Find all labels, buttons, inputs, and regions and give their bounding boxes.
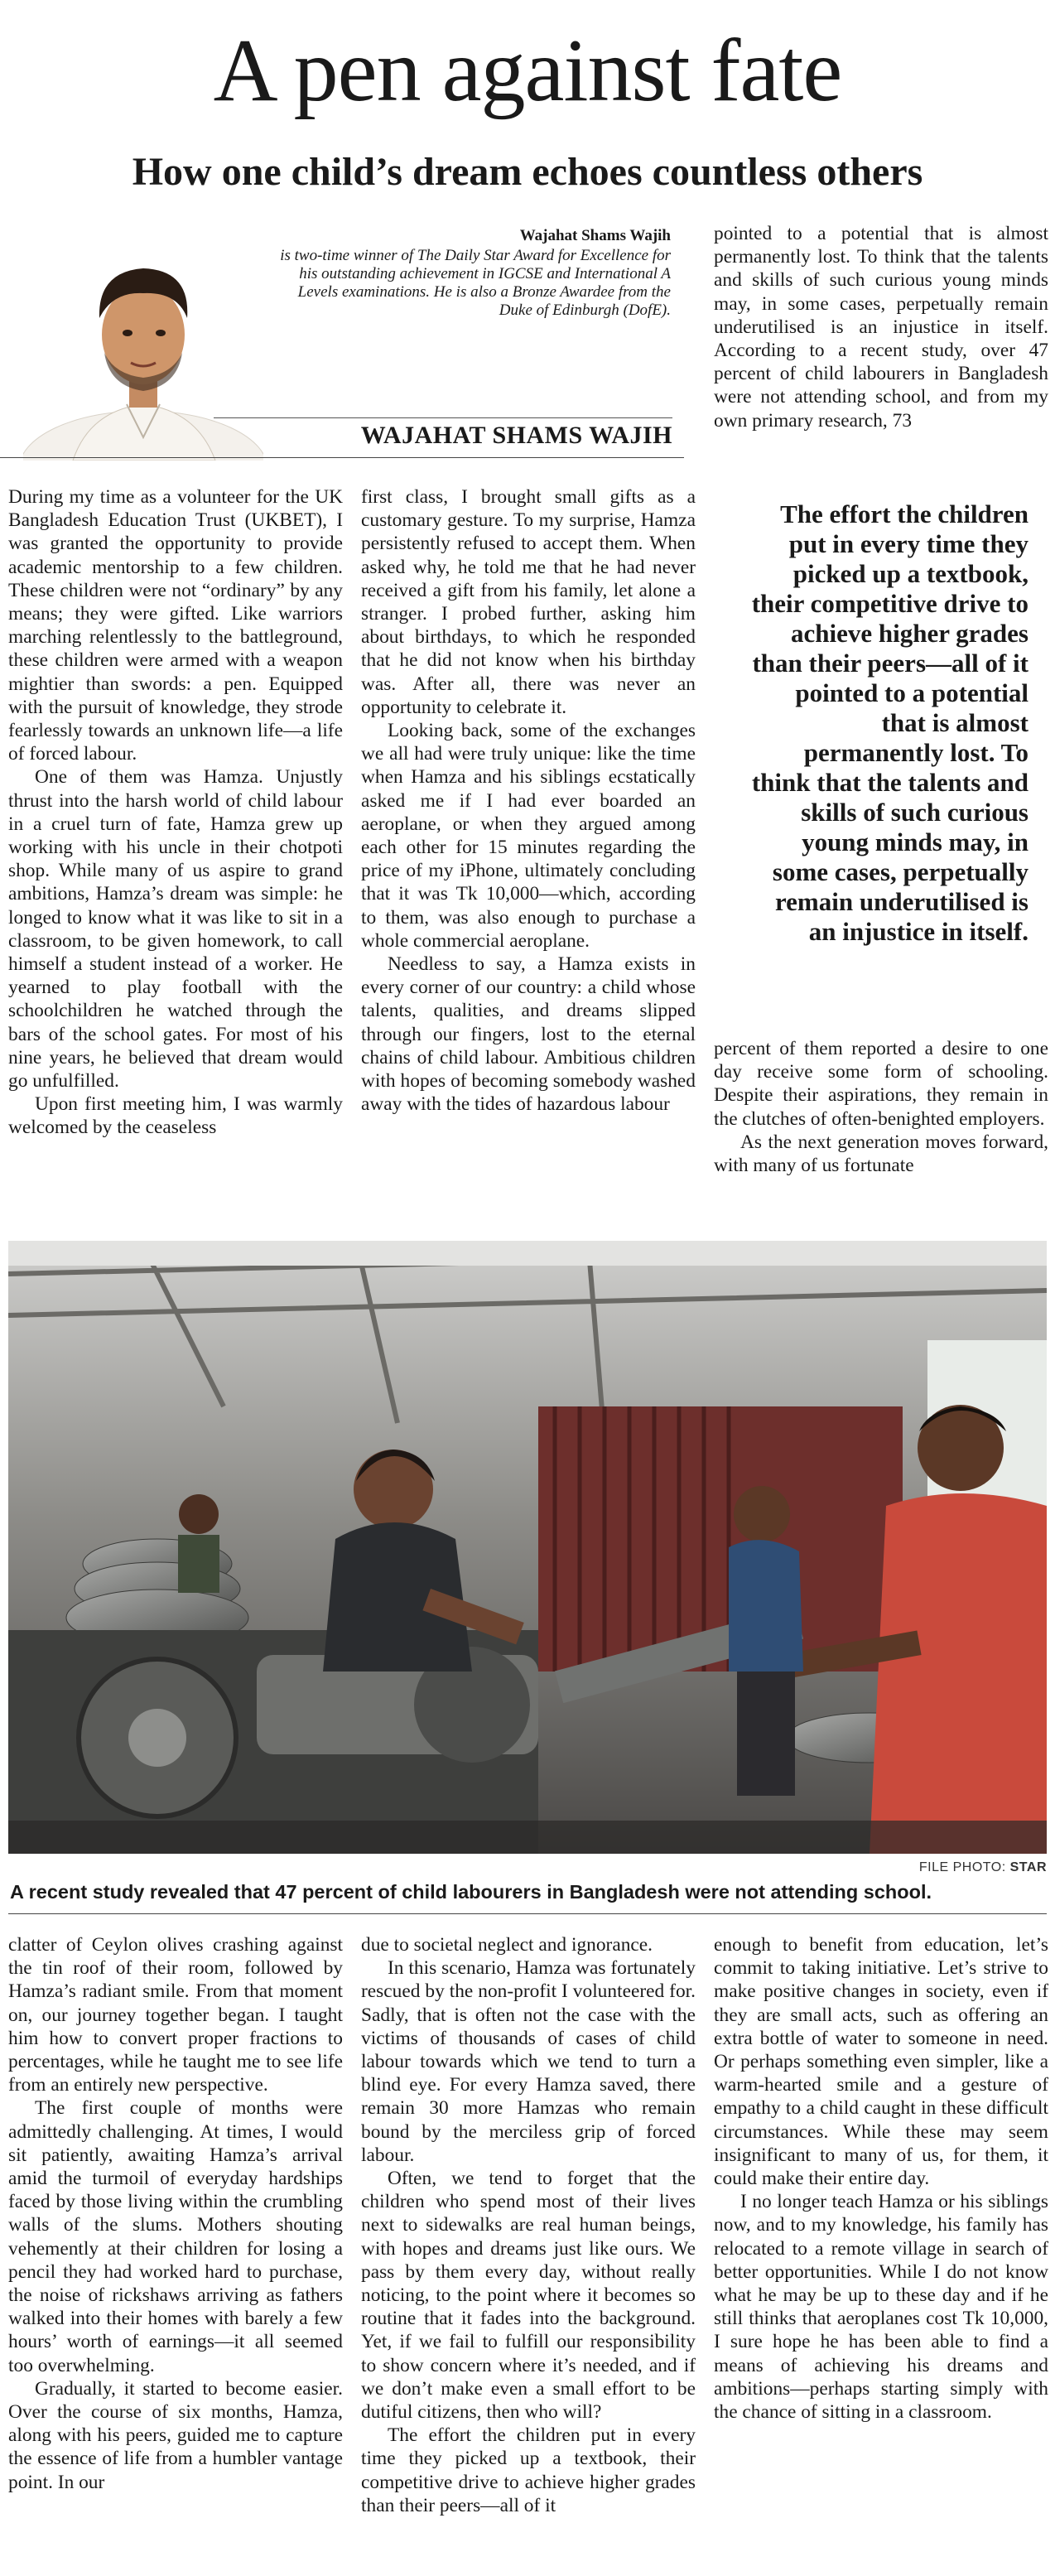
article-column-1-lower: [8, 1933, 343, 2494]
paragraph: In this scenario, Hamza was fortunately rescued by the non-profit I volunteered for. Sadly, that is often not the case with the victims of thousands of cases of child labour towards which we tend to turn a blind eye. For every Hamza saved, there remain 30 more Hamzas who remain bound by the merciless grip of forced labour.: [361, 1957, 696, 2166]
article-column-2-lower: [361, 1933, 696, 2517]
paragraph: clatter of Ceylon olives crashing against the tin roof of their room, followed by Hamza’s radiant smile. From that moment on, our journey together began. I taught him how to convert proper fractions to percentages, while he taught me to see life from an entirely new perspective.: [8, 1934, 343, 2096]
paragraph: Upon first meeting him, I was warmly welcomed by the ceaseless: [8, 1093, 343, 1139]
paragraph: Often, we tend to forget that the children who spend most of their lives next to sidewalks are real human beings, with hopes and dreams just like ours. We pass by them every day, without really noticing, to the point where it becomes so routine that it fades into the background. Yet, if we fail to fulfill our responsibility to show concern where it’s needed, and if we don’t make even a small effort to be dutiful citizens, then who will?: [361, 2168, 696, 2424]
pull-quote: The effort the children put in every time they picked up a textbook, their competitive drive to achieve higher grades than their peers—all of it pointed to a potential that is almost permanently lost. To think that the talents and skills of such curious young minds may, in some cases, perpetually remain underutilised is an injustice in itself.: [751, 499, 1029, 946]
paragraph: During my time as a volunteer for the UK Bangladesh Education Trust (UKBET), I was granted the opportunity to provide academic mentorship to a few children. These children were not “ordinary” by any means; they were gifted. Like warriors marching relentlessly to the battleground, these children were armed with a weapon mightier than swords: a pen. Equipped with the pursuit of knowledge, they strode fearlessly towards an unknown life—a life of forced labour.: [8, 486, 343, 765]
paragraph: The first couple of months were admittedly challenging. At times, I would sit patiently, awaiting Hamza’s arrival amid the turmoil of everyday hardships faced by those living within the crumbling walls of the slums. Mothers shouting vehemently at their children for losing a pencil they had worked hard to purchase, the noise of rickshaws arriving as fathers walked into their homes with barely a few hours’ worth of earnings—it all seemed too overwhelming.: [8, 2097, 343, 2376]
byline-divider: [214, 417, 672, 418]
photo-caption: A recent study revealed that 47 percent of child labourers in Bangladesh were not attending school.: [10, 1881, 932, 1903]
article-column-3-bottom: [714, 1037, 1048, 1177]
author-portrait: [23, 220, 263, 461]
paragraph: first class, I brought small gifts as a customary gesture. To my surprise, Hamza persistently refused to accept them. When asked why, he told me that he had never received a gift from his family, let alone a stranger. I probed further, asking him about birthdays, to which he responded that he did not know when his birthday was. After all, there was never an opportunity to celebrate it.: [361, 486, 696, 718]
article-column-3-top: [714, 222, 1048, 432]
paragraph: enough to benefit from education, let’s commit to taking initiative. Let’s strive to make positive changes in society, even if they are small acts, such as offering an extra bottle of water to someone in need. Or perhaps something even simpler, like a warm-hearted smile and a gesture of empathy to a child caught in these difficult circumstances. While these may seem insignificant to many of us, for them, it could make their entire day.: [714, 1934, 1048, 2190]
article-column-1: [8, 485, 343, 1140]
photo-credit-source: STAR: [1009, 1860, 1047, 1874]
byline: WAJAHAT SHAMS WAJIH: [360, 422, 672, 449]
paragraph: Looking back, some of the exchanges we all had were truly unique: like the time when Hamza and his siblings ecstatically asked me if I had ever boarded an aeroplane, or when they argued among each other for 15 minutes regarding the price of my iPhone, ultimately concluding that it was Tk 10,000—which, according to them, was also enough to purchase a whole commercial aeroplane.: [361, 720, 696, 952]
paragraph: Gradually, it started to become easier. Over the course of six months, Hamza, along with his peers, guided me to capture the essence of life from a humbler vantage point. In our: [8, 2377, 343, 2493]
header-divider: [0, 457, 684, 458]
paragraph: I no longer teach Hamza or his siblings now, and to my knowledge, his family has relocated to a remote village in search of better opportunities. While I do not know what he may be up to these day and if he still thinks that aeroplanes cost Tk 10,000, I sure hope he has been able to find a means of achieving his dreams and ambitions—perhaps starting simply with the chance of sitting in a classroom.: [714, 2191, 1048, 2424]
paragraph: due to societal neglect and ignorance.: [361, 1934, 653, 1956]
author-bio-text: is two-time winner of The Daily Star Award for Excellence for his outstanding achievement in IGCSE and International A Levels examinations. He is also a Bronze Awardee from the Duke of Edinburgh (DofE).: [280, 247, 671, 319]
paragraph: As the next generation moves forward, with many of us fortunate: [714, 1131, 1048, 1177]
paragraph: pointed to a potential that is almost permanently lost. To think that the talents and skills of such curious young minds may, in some cases, perpetually remain underutilised is an injustice in itself. According to a recent study, over 47 percent of child labourers in Bangladesh were not attending school, and from my own primary research, 73: [714, 223, 1048, 432]
paragraph: The effort the children put in every time they picked up a textbook, their competitive drive to achieve higher grades than their peers—all of it: [361, 2424, 696, 2516]
article-column-3-lower: [714, 1933, 1048, 2424]
caption-divider: [8, 1913, 1047, 1914]
headline: A pen against fate: [213, 22, 842, 120]
author-bio-name: Wajahat Shams Wajih: [519, 227, 671, 244]
author-bio: [273, 227, 671, 320]
subheadline: How one child’s dream echoes countless others: [132, 150, 923, 194]
photo-credit-prefix: FILE PHOTO:: [918, 1860, 1010, 1874]
paragraph: Needless to say, a Hamza exists in every corner of our country: a child whose talents, qualities, and dreams slipped through our fingers, lost to the eternal chains of child labour. Ambitious children with hopes of becoming somebody washed away with the tides of hazardous labour: [361, 953, 696, 1116]
article-column-2: [361, 485, 696, 1116]
workshop-photo: [8, 1241, 1047, 1854]
photo-credit: [919, 1860, 1047, 1875]
paragraph: percent of them reported a desire to one day receive some form of schooling. Despite their aspirations, they remain in the clutches of often-benighted employers.: [714, 1038, 1048, 1130]
paragraph: One of them was Hamza. Unjustly thrust into the harsh world of child labour in a cruel turn of fate, Hamza grew up working with his uncle in their chotpoti shop. While many of us aspire to grand ambitions, Hamza’s dream was simple: he longed to know what it was like to sit in a classroom, to be given homework, to call himself a student instead of a worker. He yearned to play football with the schoolchildren he watched through the bars of the school gates. For most of his nine years, he believed that dream would go unfulfilled.: [8, 766, 343, 1093]
